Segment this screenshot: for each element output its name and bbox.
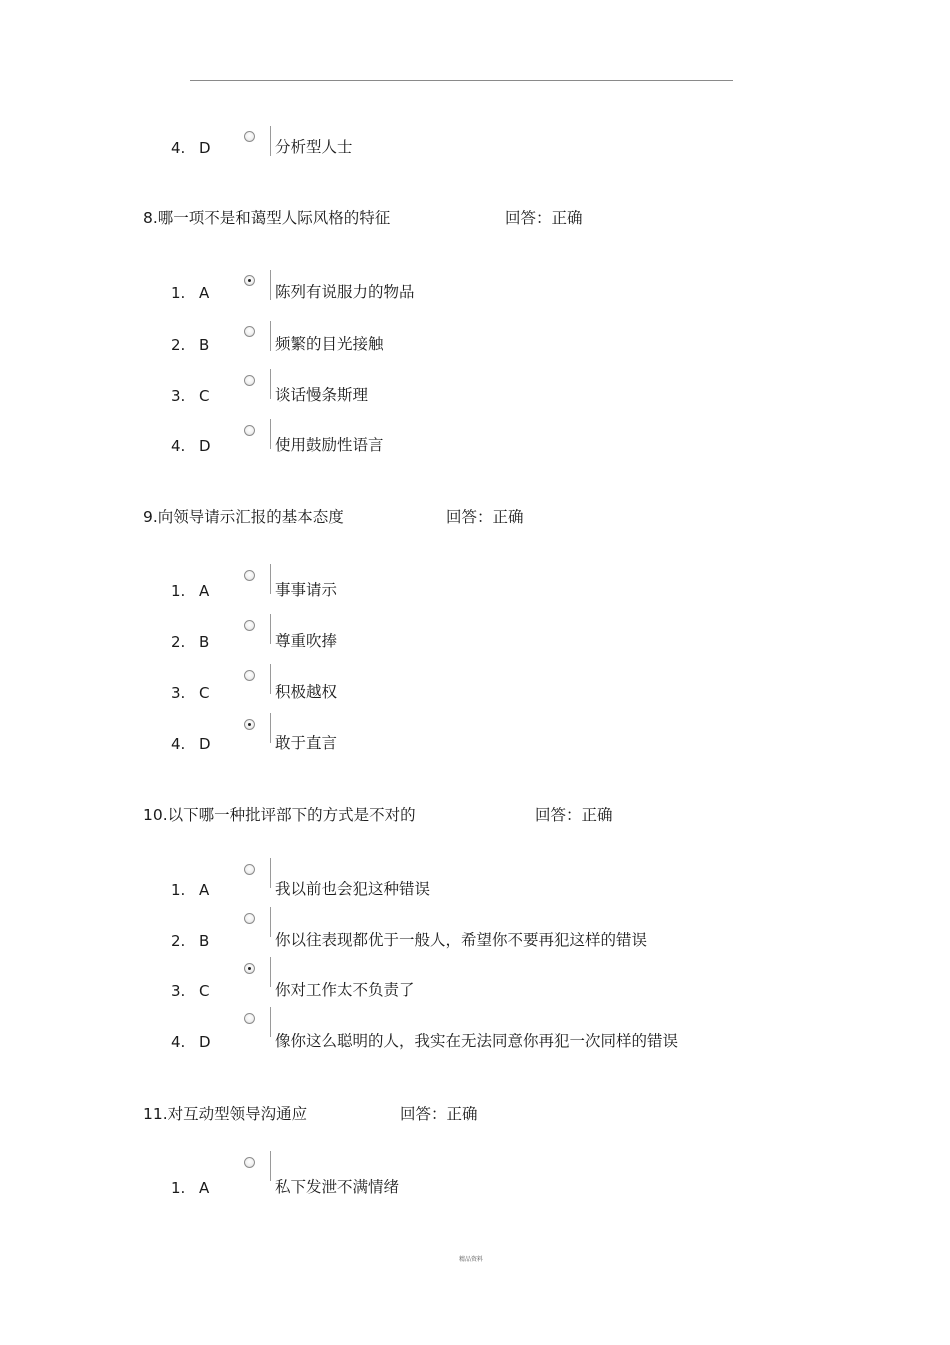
option-text: 频繁的目光接触 [275,335,384,353]
radio-button[interactable] [244,963,255,974]
option-divider [270,1151,271,1181]
option-number: 3. [171,684,186,702]
option-number: 2. [171,633,186,651]
list-item [0,568,950,612]
option-divider [270,126,271,156]
radio-selected-dot [248,279,251,282]
option-text: 私下发泄不满情绪 [275,1178,400,1196]
option-letter: A [199,582,210,600]
list-item [0,862,950,906]
option-divider [270,321,271,351]
option-number: 4. [171,437,186,455]
option-number: 3. [171,982,186,1000]
option-number: 1. [171,284,186,302]
question-title: 10.以下哪一种批评部下的方式是不对的 [143,806,416,824]
option-letter: B [199,633,210,651]
option-divider [270,270,271,300]
option-divider [270,957,271,987]
option-text: 尊重吹捧 [275,632,338,650]
option-text: 谈话慢条斯理 [275,386,369,404]
radio-button[interactable] [244,620,255,631]
option-letter: D [199,139,211,157]
radio-button[interactable] [244,425,255,436]
option-divider [270,614,271,644]
option-letter: C [199,982,210,1000]
question-title: 8.哪一项不是和蔼型人际风格的特征 [143,209,391,227]
question-title: 11.对互动型领导沟通应 [143,1105,308,1123]
radio-button[interactable] [244,1013,255,1024]
radio-button[interactable] [244,913,255,924]
option-divider [270,369,271,399]
option-number: 2. [171,932,186,950]
answer-status: 回答：正确 [446,508,524,526]
list-item [0,719,950,763]
option-letter: A [199,284,210,302]
option-letter: A [199,1179,210,1197]
option-divider [270,564,271,594]
list-item [0,270,950,314]
list-item [0,619,950,663]
radio-button[interactable] [244,864,255,875]
option-letter: C [199,387,210,405]
option-number: 4. [171,735,186,753]
answer-status: 回答：正确 [505,209,583,227]
option-letter: D [199,437,211,455]
answer-status: 回答：正确 [535,806,613,824]
option-text: 事事请示 [275,581,338,599]
list-item [0,126,950,170]
list-item [0,963,950,1007]
option-text: 敢于直言 [275,734,338,752]
option-text: 陈列有说服力的物品 [275,283,415,301]
list-item [0,1157,950,1201]
list-item [0,321,950,365]
option-text: 你对工作太不负责了 [275,981,415,999]
option-text: 分析型人士 [275,138,353,156]
option-divider [270,858,271,888]
option-number: 3. [171,387,186,405]
radio-button[interactable] [244,719,255,730]
radio-button[interactable] [244,570,255,581]
option-divider [270,1007,271,1037]
radio-button[interactable] [244,326,255,337]
option-letter: B [199,336,210,354]
option-divider [270,907,271,937]
option-letter: D [199,1033,211,1051]
radio-button[interactable] [244,670,255,681]
option-letter: D [199,735,211,753]
question-title: 9.向领导请示汇报的基本态度 [143,508,344,526]
answer-status: 回答：正确 [400,1105,478,1123]
list-item [0,372,950,416]
option-divider [270,664,271,694]
option-text: 像你这么聪明的人，我实在无法同意你再犯一次同样的错误 [275,1032,679,1050]
option-number: 2. [171,336,186,354]
list-item [0,423,950,467]
option-letter: A [199,881,210,899]
radio-button[interactable] [244,275,255,286]
option-letter: B [199,932,210,950]
radio-button[interactable] [244,375,255,386]
option-divider [270,419,271,449]
option-text: 使用鼓励性语言 [275,436,384,454]
option-text: 我以前也会犯这种错误 [275,880,431,898]
option-divider [270,713,271,743]
option-text: 你以往表现都优于一般人，希望你不要再犯这样的错误 [275,931,648,949]
option-text: 积极越权 [275,683,338,701]
top-divider [190,80,733,81]
footer-label: 精品资料 [459,1256,484,1263]
option-number: 4. [171,1033,186,1051]
option-number: 1. [171,881,186,899]
option-number: 4. [171,139,186,157]
option-number: 1. [171,1179,186,1197]
radio-button[interactable] [244,131,255,142]
radio-selected-dot [248,967,251,970]
list-item [0,912,950,956]
radio-button[interactable] [244,1157,255,1168]
radio-selected-dot [248,723,251,726]
option-number: 1. [171,582,186,600]
list-item [0,1013,950,1057]
list-item [0,669,950,713]
option-letter: C [199,684,210,702]
